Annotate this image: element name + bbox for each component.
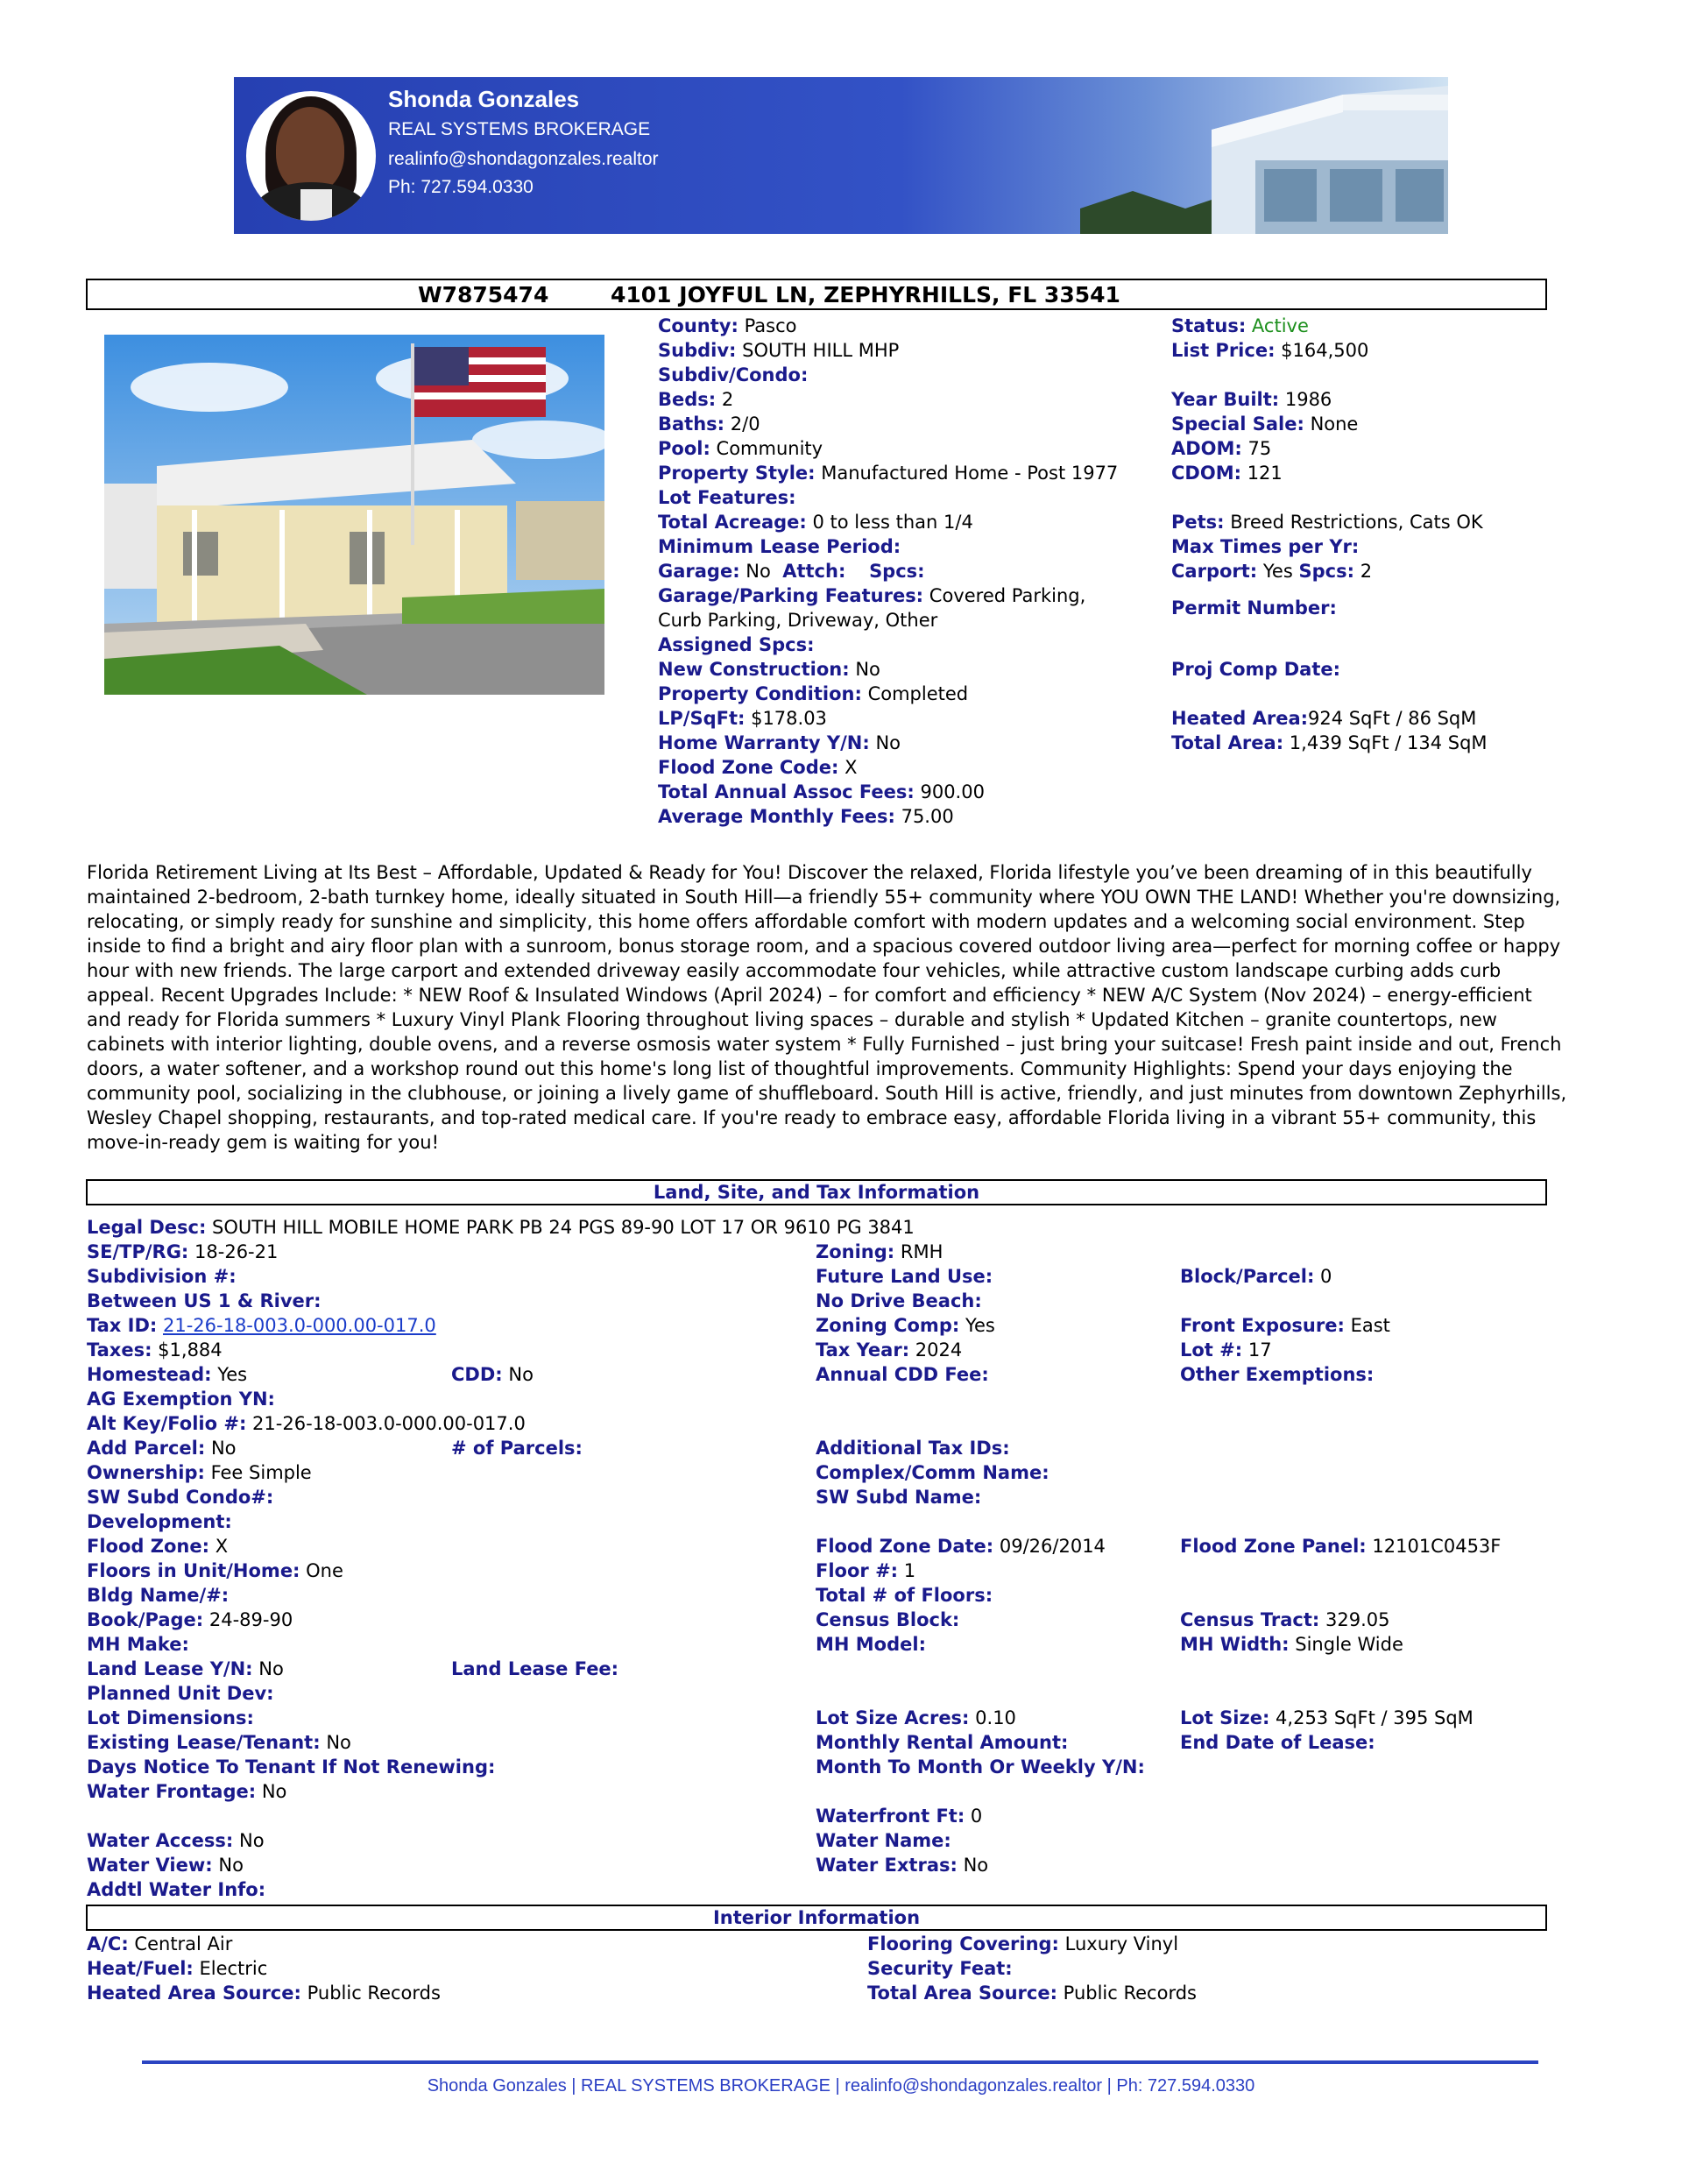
land-field: Flood Zone Date: 09/26/2014 [816, 1536, 1106, 1557]
detail-row: Lot Features: [658, 487, 796, 508]
listing-address: 4101 JOYFUL LN, ZEPHYRHILLS, FL 33541 [611, 282, 1120, 307]
agent-email: realinfo@shondagonzales.realtor [388, 149, 659, 169]
land-field: # of Parcels: [451, 1438, 583, 1459]
land-field: CDD: No [451, 1364, 534, 1385]
permit-row: Permit Number: [1171, 597, 1337, 618]
land-field: Taxes: $1,884 [87, 1339, 223, 1361]
land-field: Planned Unit Dev: [87, 1683, 274, 1704]
land-field: Water Extras: No [816, 1855, 989, 1876]
land-field: No Drive Beach: [816, 1290, 982, 1311]
detail-row: Beds: 2 [658, 389, 734, 410]
parking-features-row: Garage/Parking Features: Covered Parking, [658, 585, 1086, 606]
detail-row: Average Monthly Fees: 75.00 [658, 806, 954, 827]
detail-row: Subdiv: SOUTH HILL MHP [658, 340, 900, 361]
parking-features-row-2: Curb Parking, Driveway, Other [658, 610, 938, 631]
detail-row: Home Warranty Y/N: No [658, 732, 901, 753]
building-photo-icon [1080, 77, 1448, 234]
land-field: Water View: No [87, 1855, 244, 1876]
interior-field: Flooring Covering: Luxury Vinyl [867, 1933, 1179, 1954]
interior-field: Total Area Source: Public Records [867, 1983, 1197, 2004]
land-field: MH Width: Single Wide [1180, 1634, 1403, 1655]
land-field: Ownership: Fee Simple [87, 1462, 312, 1483]
land-field: SE/TP/RG: 18-26-21 [87, 1241, 279, 1262]
land-field: Lot #: 17 [1180, 1339, 1272, 1361]
land-field: SW Subd Name: [816, 1487, 982, 1508]
land-field: Lot Dimensions: [87, 1707, 254, 1728]
land-field: Lot Size Acres: 0.10 [816, 1707, 1016, 1728]
land-field: Addtl Water Info: [87, 1879, 266, 1900]
tax-id-link[interactable]: 21-26-18-003.0-000.00-017.0 [162, 1315, 436, 1336]
land-field: Days Notice To Tenant If Not Renewing: [87, 1756, 496, 1778]
land-field: Floor #: 1 [816, 1560, 916, 1581]
pets-row: Pets: Breed Restrictions, Cats OK [1171, 512, 1483, 533]
land-field: Book/Page: 24-89-90 [87, 1609, 293, 1630]
land-field: AG Exemption YN: [87, 1389, 275, 1410]
land-field: Subdivision #: [87, 1266, 237, 1287]
detail-row: County: Pasco [658, 315, 797, 336]
total-area-row: Total Area: 1,439 SqFt / 134 SqM [1171, 732, 1488, 753]
mls-number: W7875474 [418, 282, 549, 307]
land-field: Future Land Use: [816, 1266, 993, 1287]
land-field: Tax Year: 2024 [816, 1339, 963, 1361]
detail-row: Subdiv/Condo: [658, 364, 809, 385]
interior-field: Heated Area Source: Public Records [87, 1983, 441, 2004]
adom-row: ADOM: 75 [1171, 438, 1272, 459]
list-price-row: List Price: $164,500 [1171, 340, 1369, 361]
detail-row: Property Style: Manufactured Home - Post 1977 [658, 463, 1119, 484]
land-field: Month To Month Or Weekly Y/N: [816, 1756, 1145, 1778]
status-row: Status: Active [1171, 315, 1309, 336]
land-field: MH Model: [816, 1634, 926, 1655]
detail-row: Minimum Lease Period: [658, 536, 901, 557]
heated-area-row: Heated Area:924 SqFt / 86 SqM [1171, 708, 1477, 729]
land-field: Census Tract: 329.05 [1180, 1609, 1390, 1630]
house-photo-icon [104, 335, 604, 695]
detail-row: Total Annual Assoc Fees: 900.00 [658, 781, 985, 802]
special-sale-row: Special Sale: None [1171, 413, 1359, 435]
agent-banner [234, 77, 1448, 234]
land-field: Complex/Comm Name: [816, 1462, 1049, 1483]
land-field: Flood Zone: X [87, 1536, 229, 1557]
land-field: Water Access: No [87, 1830, 265, 1851]
listing-title [86, 279, 1547, 310]
land-field: Census Block: [816, 1609, 960, 1630]
land-section-header: Land, Site, and Tax Information [86, 1179, 1547, 1205]
agent-brokerage: REAL SYSTEMS BROKERAGE [388, 119, 651, 139]
land-field: Monthly Rental Amount: [816, 1732, 1069, 1753]
footer-contact: Shonda Gonzales | REAL SYSTEMS BROKERAGE | realinfo@shondagonzales.realtor | Ph: 727.594.0330 [427, 2076, 1255, 2096]
land-field: Annual CDD Fee: [816, 1364, 989, 1385]
detail-row: Assigned Spcs: [658, 634, 815, 655]
land-field: Homestead: Yes [87, 1364, 248, 1385]
property-photo [104, 335, 604, 695]
detail-row: Property Condition: Completed [658, 683, 969, 704]
land-field: Water Frontage: No [87, 1781, 287, 1802]
interior-field: Heat/Fuel: Electric [87, 1958, 268, 1979]
land-field: Block/Parcel: 0 [1180, 1266, 1332, 1287]
interior-field: A/C: Central Air [87, 1933, 233, 1954]
zoning-comp-row: Zoning Comp: Yes [816, 1315, 995, 1336]
detail-row: Pool: Community [658, 438, 823, 459]
year-built-row: Year Built: 1986 [1171, 389, 1332, 410]
status-badge: Active [1251, 315, 1309, 336]
land-field: Alt Key/Folio #: 21-26-18-003.0-000.00-017.0 [87, 1413, 526, 1434]
land-field: Land Lease Y/N: No [87, 1658, 284, 1679]
public-remarks: Florida Retirement Living at Its Best – Affordable, Updated & Ready for You! Discover the relaxed, Florida lifestyle you’ve been dreaming of in this beautifully maintained 2-bedroom, 2-bath turnkey home, ideally situated in South Hill—a friendly 55+ community where YOU OWN THE LAND! Whether you're downsizing, relocating, or simply ready for sunshine and simplicity, this home offers affordable comfort with modern updates and a welcoming social environment. Step inside to find a bright and airy floor plan with a sunroom, bonus storage room, and a spacious covered outdoor living area—perfect for morning coffee or happy hour with new friends. The large carport and extended driveway easily accommodate four vehicles, while attractive custom landscape curbing adds curb appeal. Recent Upgrades Include: * NEW Roof & Insulated Windows (April 2024) – for comfort and efficiency * NEW A/C System (Nov 2024) – energy-efficient and ready for Florida summers * Luxury Vinyl Plank Flooring throughout living spaces – durable and stylish * Updated Kitchen – granite countertops, new cabinets with interior lighting, double ovens, and a reverse osmosis water system * Fully Furnished – just bring your suitcase! Fresh paint inside and out, French doors, a water softener, and a workshop round out this home's long list of thoughtful improvements. Community Highlights: Spend your days enjoying the community pool, socializing in the clubhouse, or joining a lively game of shuffleboard. South Hill is active, friendly, and just minutes from downtown Zephyrhills, Wesley Chapel shopping, restaurants, and top-rated medical care. If you're ready to embrace easy, affordable Florida living in a vibrant 55+ community, this move-in-ready gem is waiting for you! [87, 862, 1567, 1153]
garage-row: Garage: No Attch: Spcs: [658, 561, 925, 582]
detail-row: Flood Zone Code: X [658, 757, 858, 778]
land-field: Existing Lease/Tenant: No [87, 1732, 351, 1753]
front-exposure-row: Front Exposure: East [1180, 1315, 1390, 1336]
detail-row: New Construction: No [658, 659, 880, 680]
land-field: Additional Tax IDs: [816, 1438, 1010, 1459]
detail-row: Baths: 2/0 [658, 413, 760, 435]
land-field: Floors in Unit/Home: One [87, 1560, 343, 1581]
land-field: Bldg Name/#: [87, 1585, 230, 1606]
detail-row: LP/SqFt: $178.03 [658, 708, 827, 729]
tax-id-row: Tax ID: 21-26-18-003.0-000.00-017.0 [87, 1315, 436, 1336]
land-field: Total # of Floors: [816, 1585, 993, 1606]
agent-phone: Ph: 727.594.0330 [388, 177, 534, 197]
proj-comp-row: Proj Comp Date: [1171, 659, 1341, 680]
interior-section-header: Interior Information [86, 1905, 1547, 1931]
agent-name: Shonda Gonzales [388, 86, 580, 112]
max-times-row: Max Times per Yr: [1171, 536, 1360, 557]
land-field: Other Exemptions: [1180, 1364, 1375, 1385]
cdom-row: CDOM: 121 [1171, 463, 1283, 484]
land-field: MH Make: [87, 1634, 189, 1655]
land-field: Waterfront Ft: 0 [816, 1806, 983, 1827]
legal-desc-row: Legal Desc: SOUTH HILL MOBILE HOME PARK PB 24 PGS 89-90 LOT 17 OR 9610 PG 3841 [87, 1217, 915, 1238]
detail-row: Total Acreage: 0 to less than 1/4 [658, 512, 973, 533]
land-field: Lot Size: 4,253 SqFt / 395 SqM [1180, 1707, 1474, 1728]
land-field: Development: [87, 1511, 232, 1532]
land-field: Between US 1 & River: [87, 1290, 322, 1311]
agent-avatar [246, 91, 376, 221]
land-field: SW Subd Condo#: [87, 1487, 274, 1508]
land-field: End Date of Lease: [1180, 1732, 1375, 1753]
footer-divider [142, 2060, 1538, 2064]
land-field: Zoning: RMH [816, 1241, 943, 1262]
land-field: Land Lease Fee: [451, 1658, 619, 1679]
interior-field: Security Feat: [867, 1958, 1013, 1979]
land-field: Water Name: [816, 1830, 951, 1851]
land-field: Flood Zone Panel: 12101C0453F [1180, 1536, 1502, 1557]
carport-row: Carport: Yes Spcs: 2 [1171, 561, 1373, 582]
land-field: Add Parcel: No [87, 1438, 237, 1459]
